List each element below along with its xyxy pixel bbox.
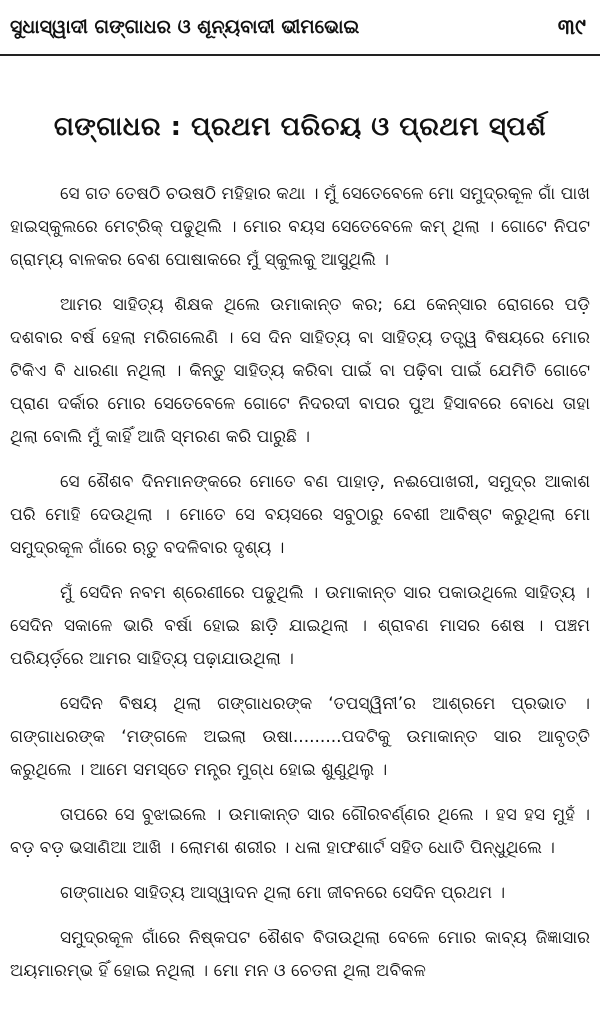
- paragraph: ସେ ଶୈଶବ ଦିନମାନଙ୍କରେ ମୋତେ ବଣ ପାହାଡ଼, ନଈପୋଖରୀ, ସମୁଦ୍ର ଆକାଶ ପରି ମୋହି ଦେଉଥିଲା । ମୋତେ ସେ ବୟସରେ ସବୁଠାରୁ ବେଶୀ ଆବିଷ୍ଟ କରୁଥିଲା ମୋ ସମୁଦ୍ରକୂଳ ଗାଁରେ ଋତୁ ବଦଳିବାର ଦୃଶ୍ୟ ।: [10, 472, 590, 558]
- paragraph: ତାପରେ ସେ ବୁଝାଇଲେ । ଉମାକାନ୍ତ ସାର ଗୌରବର୍ଣ୍ଣର ଥିଲେ । ହସ ହସ ମୁହଁ । ବଡ଼ ବଡ଼ ଭସାଣିଆ ଆଖି । ଲୋମଶ ଶରୀର । ଧଳା ହାଫଶାର୍ଟ ସହିତ ଧୋତି ପିନ୍ଧୁଥିଲେ ।: [10, 805, 590, 858]
- running-header: [0, 0, 600, 56]
- paragraph: ସେଦିନ ବିଷୟ ଥିଲା ଗଙ୍ଗାଧରଙ୍କ ‘ତପସ୍ୱିନୀ’ର ଆଶ୍ରମେ ପ୍ରଭାତ । ଗଙ୍ଗାଧରଙ୍କ ‘ମଙ୍ଗଳେ ଅଇଲା ଉଷା.........ପଦଟିକୁ ଉମାକାନ୍ତ ସାର ଆବୃତ୍ତି କରୁଥିଲେ । ଆମେ ସମସ୍ତେ ମନ୍ତ୍ର ମୁଗ୍ଧ ହୋଇ ଶୁଣୁଥିଲୁ ।: [10, 694, 590, 780]
- chapter-title: ଗଙ୍ଗାଧର : ପ୍ରଥମ ପରିଚୟ ଓ ପ୍ରଥମ ସ୍ପର୍ଶ: [53, 112, 547, 142]
- running-header-title: ସୁଧାସ୍ୱାଦୀ ଗଙ୍ଗାଧର ଓ ଶୂନ୍ୟବାଦୀ ଭୀମଭୋଇ: [10, 16, 360, 38]
- body-text: [10, 178, 590, 1000]
- paragraph: ମୁଁ ସେଦିନ ନବମ ଶ୍ରେଣୀରେ ପଢୁଥିଲି । ଉମାକାନ୍ତ ସାର ପକାଉଥିଲେ ସାହିତ୍ୟ । ସେଦିନ ସକାଳେ ଭାରି ବର୍ଷା ହୋଇ ଛାଡ଼ି ଯାଇଥିଲା । ଶ୍ରାବଣ ମାସର ଶେଷ । ପଞ୍ଚମ ପରିୟର୍ଡ଼ରେ ଆମର ସାହିତ୍ୟ ପଢ଼ାଯାଉଥିଲା ।: [10, 583, 590, 669]
- paragraph: ସମୁଦ୍ରକୂଳ ଗାଁରେ ନିଷ୍କପଟ ଶୈଶବ ବିତାଉଥିଲା ବେଳେ ମୋର କାବ୍ୟ ଜିଜ୍ଞାସାର ଅୟମାରମ୍ଭ ହିଁ ହୋଇ ନଥିଲା । ମୋ ମନ ଓ ଚେତନା ଥିଲା ଅବିକଳ: [10, 928, 590, 981]
- page-number: ୩୯: [557, 14, 586, 40]
- paragraph: ଗଙ୍ଗାଧର ସାହିତ୍ୟ ଆସ୍ୱାଦନ ଥିଲା ମୋ ଜୀବନରେ ସେଦିନ ପ୍ରଥମ ।: [60, 883, 506, 903]
- paragraph: ଆମର ସାହିତ୍ୟ ଶିକ୍ଷକ ଥିଲେ ଉମାକାନ୍ତ କର; ଯେ କେନ୍ସାର ରୋଗରେ ପଡ଼ି ଦଶବାର ବର୍ଷ ହେଲା ମରିଗଲେଣି । ସେ ଦିନ ସାହିତ୍ୟ ବା ସାହିତ୍ୟ ତତ୍ତ୍ୱ ବିଷୟରେ ମୋର ଟିକିଏ ବି ଧାରଣା ନଥିଲା । କିନ୍ତୁ ସାହିତ୍ୟ କରିବା ପାଇଁ ବା ପଢ଼ିବା ପାଇଁ ଯେମିତି ଗୋଟେ ପ୍ରାଣ ଦର୍କାର ମୋର ସେତେବେଳେ ଗୋଟେ ନିଦରଦୀ ବାପର ପୁଅ ହିସାବରେ ବୋଧେ ତାହା ଥିଲା ବୋଲି ମୁଁ କାହିଁ ଆଜି ସ୍ମରଣ କରି ପାରୁଛି ।: [10, 295, 590, 447]
- paragraph: ସେ ଗତ ତେଷଠି ଚଉଷଠି ମହିହାର କଥା । ମୁଁ ସେତେବେଳେ ମୋ ସମୁଦ୍ରକୂଳ ଗାଁ ପାଖ ହାଇସ୍କୁଲରେ ମେଟ୍ରିକ୍ ପଢୁଥିଲି । ମୋର ବୟସ ସେତେବେଳେ କମ୍ ଥିଲା । ଗୋଟେ ନିପଟ ଗ୍ରାମ୍ୟ ବାଳକର ବେଶ ପୋଷାକରେ ମୁଁ ସ୍କୁଲକୁ ଆସୁଥିଲି ।: [10, 184, 590, 270]
